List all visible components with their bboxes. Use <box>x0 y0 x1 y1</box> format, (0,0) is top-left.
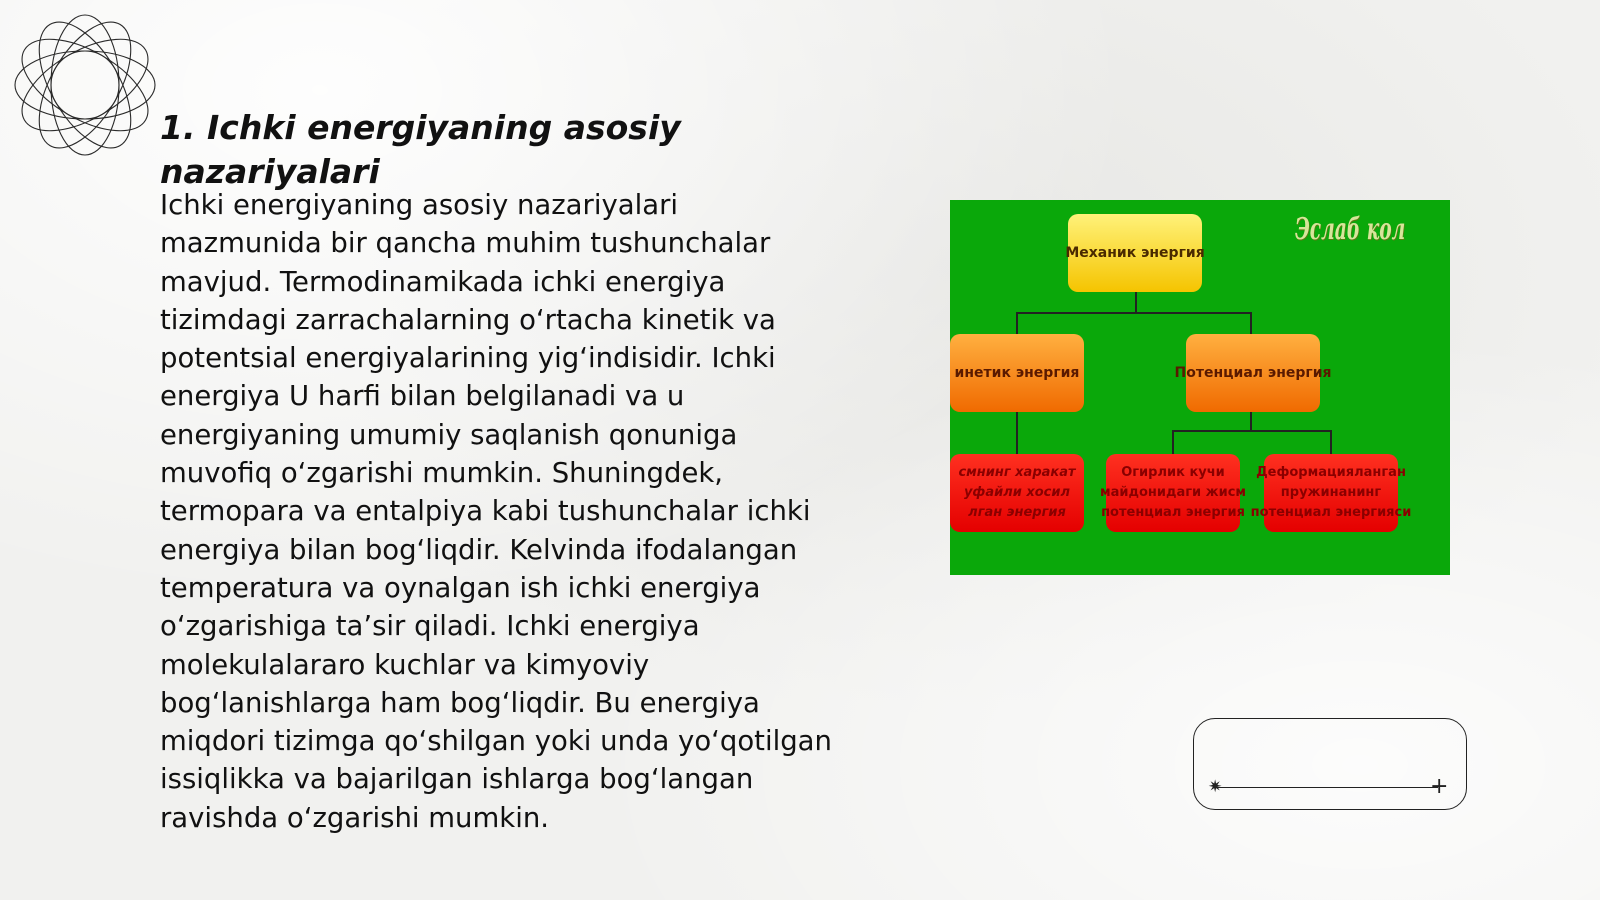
diagram-corner-label: Эслаб кол <box>1295 212 1406 247</box>
diagram-box-potential: Потенциал энергия <box>1186 334 1320 412</box>
connector-line <box>1135 292 1137 314</box>
slide-title: 1. Ichki energiyaning asosiy nazariyalari <box>160 108 681 191</box>
diagram-box-deformation: Деформацияланган пружинанинг потенциал энергияси <box>1264 454 1398 532</box>
sparkle-icon: + <box>1430 774 1449 799</box>
diagram-box-mechanical: Механик энергия <box>1068 214 1202 292</box>
diagram-box-kinetic: инетик энергия <box>950 334 1084 412</box>
diagram-box-motion: смнинг харакат уфайли хосил лган энергия <box>950 454 1084 532</box>
diagram-box-gravity: Огирлик кучи майдонидаги жисм потенциал энергия <box>1106 454 1240 532</box>
slide-body-text: Ichki energiyaning asosiy nazariyalari mazmunida bir qancha muhim tushunchalar mavjud. Termodinamikada ichki energiya tizimdagi zarrachalarning o‘rtacha kinetik va potentsial energiyalarining yig‘indisidir. Ichki energiya U harfi bilan belgilanadi va u energiyaning umumiy saqlanish qonuniga muvofiq o‘zgarishi mumkin. Shuningdek, termopara va entalpiya kabi tushunchalar ichki energiya bilan bog‘liqdir. Kelvinda ifodalangan temperatura va oynalgan ish ichki energiya o‘zgarishiga ta’sir qiladi. Ichki energiya molekulalararo kuchlar va kimyoviy bog‘lanishlarga ham bog‘liqdir. Bu energiya miqdori tizimga qo‘shilgan yoki unda yo‘qotilgan issiqlikka va bajarilgan ishlarga bog‘langan ravishda o‘zgarishi mumkin. <box>160 189 832 834</box>
connector-line <box>1172 430 1332 432</box>
decorative-slider-frame <box>1193 718 1467 810</box>
energy-diagram-image <box>950 200 1450 575</box>
connector-line <box>1016 312 1018 334</box>
connector-line <box>1016 412 1018 454</box>
sun-icon: ✷ <box>1208 777 1223 797</box>
connector-line <box>1250 312 1252 334</box>
circular-ornament-icon <box>12 12 158 158</box>
slider-track <box>1216 787 1438 788</box>
connector-line <box>1330 430 1332 454</box>
connector-line <box>1172 430 1174 454</box>
connector-line <box>1250 412 1252 432</box>
connector-line <box>1016 312 1252 314</box>
